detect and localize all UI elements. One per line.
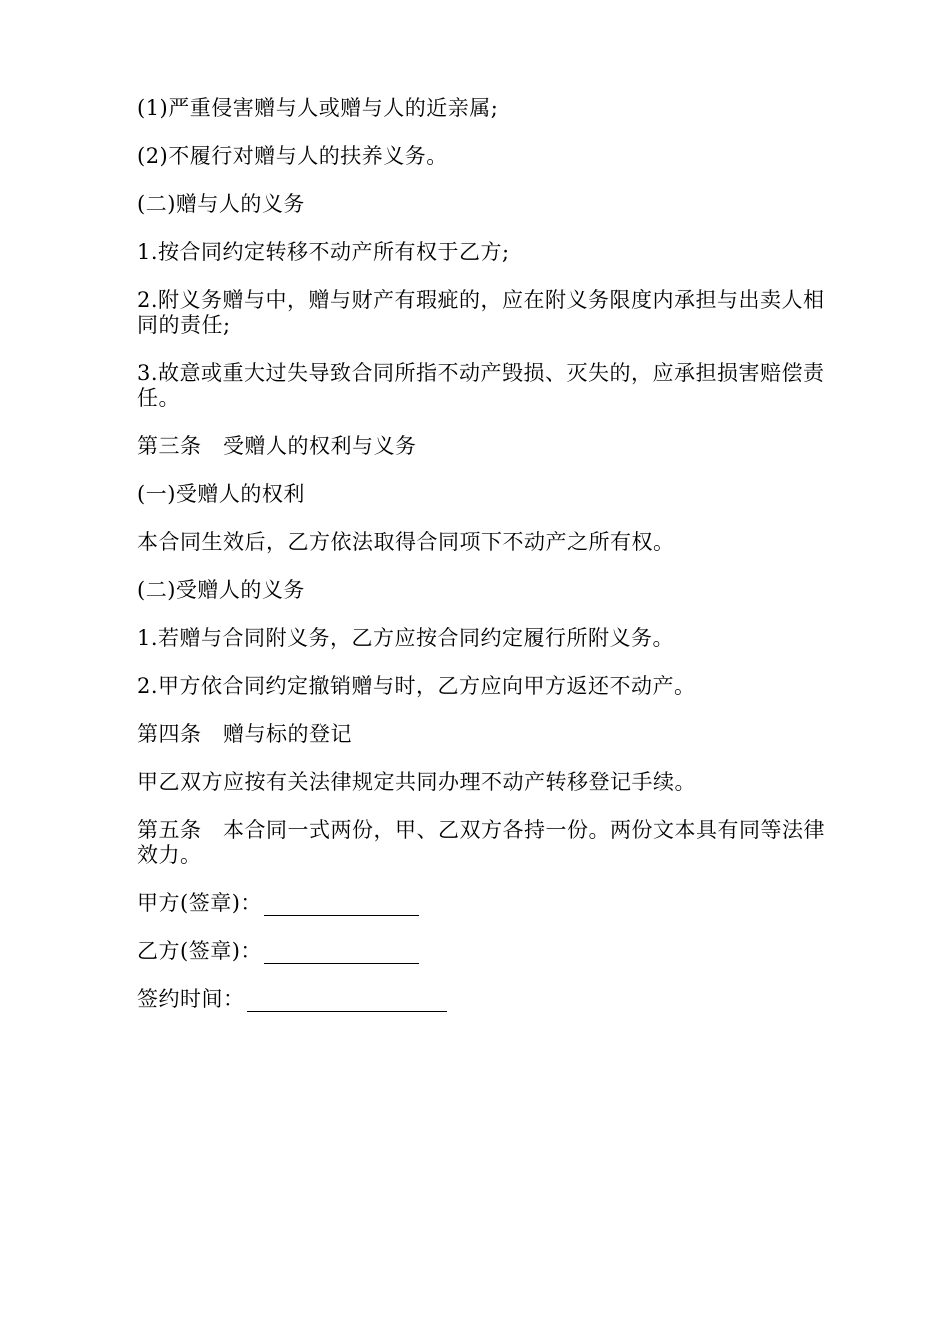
article-3-heading: 第三条 受赠人的权利与义务 <box>137 434 417 458</box>
signature-date-label: 签约时间： <box>137 987 245 1011</box>
signature-party-a <box>137 891 827 916</box>
donor-duty-1: 1.按合同约定转移不动产所有权于乙方; <box>137 240 510 264</box>
signature-party-a-label: 甲方(签章)： <box>137 891 262 915</box>
signature-date-line[interactable] <box>247 989 447 1012</box>
donor-duty-3: 3.故意或重大过失导致合同所指不动产毁损、灭失的，应承担损害赔偿责任。 <box>137 361 825 410</box>
signature-date <box>137 987 827 1012</box>
signature-party-a-line[interactable] <box>264 893 419 916</box>
document-body <box>137 96 827 1035</box>
signature-party-b-label: 乙方(签章)： <box>137 939 262 963</box>
article-5-text: 第五条 本合同一式两份，甲、乙双方各持一份。两份文本具有同等法律效力。 <box>137 818 825 867</box>
donee-duty-2: 2.甲方依合同约定撤销赠与时，乙方应向甲方返还不动产。 <box>137 674 696 698</box>
registration-text: 甲乙双方应按有关法律规定共同办理不动产转移登记手续。 <box>137 770 696 794</box>
signature-party-b-line[interactable] <box>264 941 419 964</box>
section-heading-donor-duties: (二)赠与人的义务 <box>137 192 305 216</box>
donor-duty-2: 2.附义务赠与中，赠与财产有瑕疵的，应在附义务限度内承担与出卖人相同的责任; <box>137 288 825 337</box>
signature-party-b <box>137 939 827 964</box>
section-heading-donee-rights: (一)受赠人的权利 <box>137 482 305 506</box>
clause-item-2: (2)不履行对赠与人的扶养义务。 <box>137 144 448 168</box>
section-heading-donee-duties: (二)受赠人的义务 <box>137 578 305 602</box>
donee-right-text: 本合同生效后，乙方依法取得合同项下不动产之所有权。 <box>137 530 675 554</box>
clause-item-1: (1)严重侵害赠与人或赠与人的近亲属; <box>137 96 499 120</box>
article-4-heading: 第四条 赠与标的登记 <box>137 722 352 746</box>
donee-duty-1: 1.若赠与合同附义务，乙方应按合同约定履行所附义务。 <box>137 626 675 650</box>
